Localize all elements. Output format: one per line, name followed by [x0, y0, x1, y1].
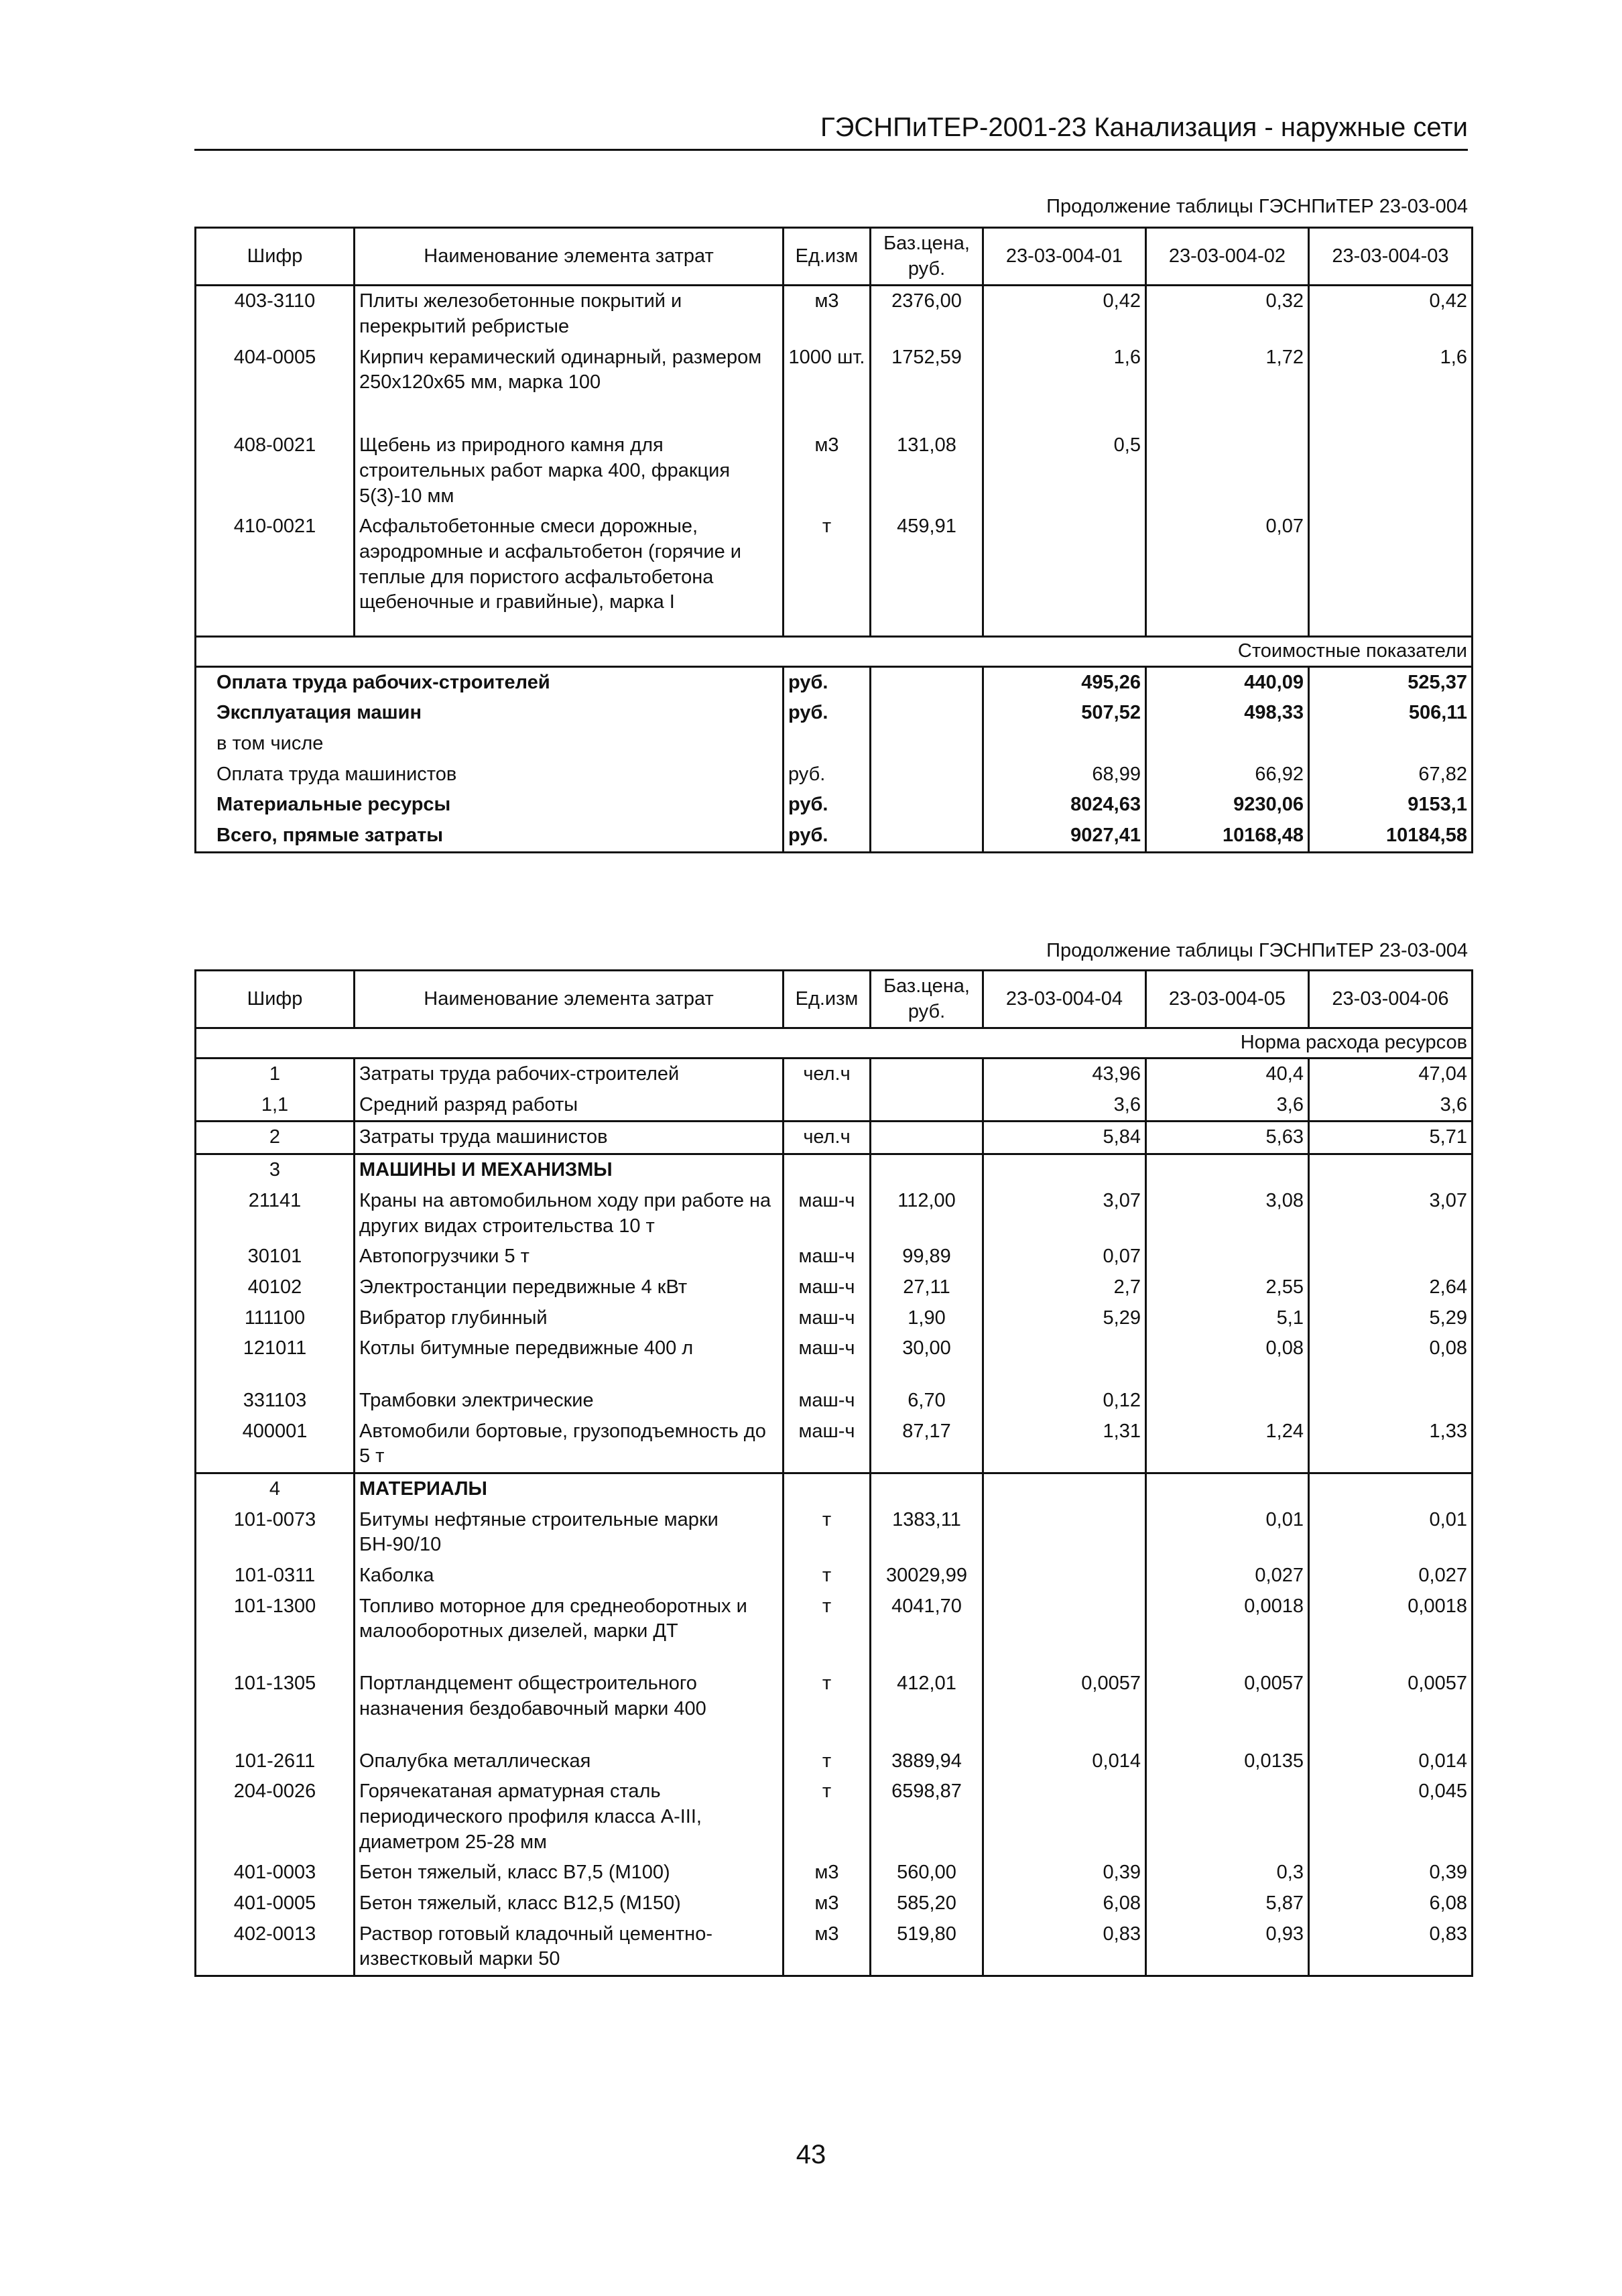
name-cell: Вибратор глубинный	[355, 1303, 784, 1334]
unit-cell: маш-ч	[784, 1186, 871, 1242]
value-cell: 9230,06	[1146, 790, 1309, 821]
empty-cell	[355, 618, 784, 637]
unit-cell: т	[784, 1647, 871, 1724]
value-cell: 507,52	[983, 698, 1146, 729]
header-title: ГЭСНПиТЕР-2001-23 Канализация - наружные сети	[820, 113, 1468, 142]
value-cell	[983, 1333, 1146, 1364]
column-header: 23-03-004-05	[1146, 971, 1309, 1028]
value-cell: 43,96	[983, 1059, 1146, 1090]
value-cell: 3,6	[1146, 1090, 1309, 1122]
value-cell: 0,39	[1309, 1858, 1473, 1888]
value-cell: 0,5	[983, 398, 1146, 511]
section-band: Норма расхода ресурсов	[196, 1028, 1473, 1059]
unit-cell: м3	[784, 1919, 871, 1976]
value-cell: 0,42	[1309, 286, 1473, 343]
column-header: 23-03-004-02	[1146, 228, 1309, 286]
code-cell: 21141	[196, 1186, 355, 1242]
unit-cell: м3	[784, 286, 871, 343]
value-cell: 40,4	[1146, 1059, 1309, 1090]
cost-label: Материальные ресурсы	[196, 790, 784, 821]
unit-cell: 1000 шт.	[784, 343, 871, 398]
value-cell	[1309, 1242, 1473, 1272]
name-cell: Щебень из природного камня для строительных работ марка 400, фракция 5(3)-10 мм	[355, 398, 784, 511]
name-cell: Раствор готовый кладочный цементно-известковый марки 50	[355, 1919, 784, 1976]
cost-row	[196, 821, 1473, 852]
value-cell	[983, 1473, 1146, 1505]
unit-cell: м3	[784, 1888, 871, 1919]
value-cell: 6,08	[983, 1888, 1146, 1919]
value-cell: 0,32	[1146, 286, 1309, 343]
table2-body	[196, 971, 1473, 1976]
column-header: Баз.цена, руб.	[871, 228, 983, 286]
page-number: 43	[796, 2140, 826, 2169]
value-cell: 0,0135	[1146, 1725, 1309, 1777]
value-cell: 5,87	[1146, 1888, 1309, 1919]
value-cell: 440,09	[1146, 666, 1309, 698]
value-cell	[1309, 1473, 1473, 1505]
name-cell: Автомобили бортовые, грузоподъемность до 5 т	[355, 1416, 784, 1473]
value-cell: 6,08	[1309, 1888, 1473, 1919]
table-row	[196, 1364, 1473, 1416]
header-row	[196, 971, 1473, 1028]
unit-cell: чел.ч	[784, 1122, 871, 1154]
code-cell: 331103	[196, 1364, 355, 1416]
value-cell: 0,014	[1309, 1725, 1473, 1777]
value-cell: 8024,63	[983, 790, 1146, 821]
name-cell: Топливо моторное для среднеоборотных и малооборотных дизелей, марки ДТ	[355, 1591, 784, 1647]
code-cell: 30101	[196, 1242, 355, 1272]
cost-label: Всего, прямые затраты	[196, 821, 784, 852]
price-cell: 1383,11	[871, 1505, 983, 1561]
value-cell: 498,33	[1146, 698, 1309, 729]
code-cell: 40102	[196, 1272, 355, 1303]
value-cell: 10184,58	[1309, 821, 1473, 852]
price-cell: 30029,99	[871, 1561, 983, 1591]
value-cell: 1,6	[1309, 343, 1473, 398]
value-cell: 0,0018	[1309, 1591, 1473, 1647]
name-cell: Средний разряд работы	[355, 1090, 784, 1122]
code-cell: 410-0021	[196, 511, 355, 618]
unit-cell: руб.	[784, 760, 871, 790]
value-cell: 9153,1	[1309, 790, 1473, 821]
empty-cell	[983, 618, 1146, 637]
price-cell: 87,17	[871, 1416, 983, 1473]
code-cell: 403-3110	[196, 286, 355, 343]
name-cell: Горячекатаная арматурная сталь периодического профиля класса A-III, диаметром 25-28 мм	[355, 1776, 784, 1858]
cost-label: в том числе	[196, 729, 784, 760]
price-cell: 585,20	[871, 1888, 983, 1919]
value-cell: 0,08	[1309, 1333, 1473, 1364]
column-header: Ед.изм	[784, 228, 871, 286]
price-cell: 6,70	[871, 1364, 983, 1416]
price-cell: 30,00	[871, 1333, 983, 1364]
value-cell: 0,12	[983, 1364, 1146, 1416]
value-cell: 506,11	[1309, 698, 1473, 729]
column-header: 23-03-004-04	[983, 971, 1146, 1028]
price-cell: 131,08	[871, 398, 983, 511]
price-cell	[871, 1122, 983, 1154]
value-cell: 0,01	[1146, 1505, 1309, 1561]
table-row	[196, 1416, 1473, 1473]
value-cell: 9027,41	[983, 821, 1146, 852]
value-cell	[1309, 1154, 1473, 1186]
column-header: Ед.изм	[784, 971, 871, 1028]
name-cell: Опалубка металлическая	[355, 1725, 784, 1777]
empty-cell	[1146, 618, 1309, 637]
column-header: Наименование элемента затрат	[355, 971, 784, 1028]
unit-cell	[784, 1154, 871, 1186]
name-cell: Битумы нефтяные строительные марки БН-90/10	[355, 1505, 784, 1561]
name-cell: Электростанции передвижные 4 кВт	[355, 1272, 784, 1303]
column-header: Шифр	[196, 971, 355, 1028]
unit-cell: маш-ч	[784, 1333, 871, 1364]
code-cell: 401-0005	[196, 1888, 355, 1919]
unit-cell: т	[784, 1561, 871, 1591]
value-cell	[1146, 729, 1309, 760]
value-cell	[983, 729, 1146, 760]
name-cell: Плиты железобетонные покрытий и перекрытий ребристые	[355, 286, 784, 343]
value-cell: 0,07	[983, 1242, 1146, 1272]
empty-cell	[871, 618, 983, 637]
table-row	[196, 511, 1473, 618]
price-cell: 1752,59	[871, 343, 983, 398]
column-header: 23-03-004-06	[1309, 971, 1473, 1028]
value-cell: 0,0057	[1309, 1647, 1473, 1724]
price-cell	[871, 790, 983, 821]
table-row	[196, 1242, 1473, 1272]
code-cell: 101-0073	[196, 1505, 355, 1561]
name-cell: МАТЕРИАЛЫ	[355, 1473, 784, 1505]
value-cell	[983, 1776, 1146, 1858]
unit-cell: руб.	[784, 790, 871, 821]
empty-cell	[1309, 618, 1473, 637]
value-cell	[1146, 1776, 1309, 1858]
value-cell	[983, 1505, 1146, 1561]
value-cell: 5,29	[1309, 1303, 1473, 1334]
cost-label: Оплата труда рабочих-строителей	[196, 666, 784, 698]
unit-cell: т	[784, 1505, 871, 1561]
table-row	[196, 1776, 1473, 1858]
value-cell: 3,6	[983, 1090, 1146, 1122]
unit-cell: руб.	[784, 821, 871, 852]
price-cell	[871, 666, 983, 698]
column-header: Наименование элемента затрат	[355, 228, 784, 286]
page-header	[194, 113, 1468, 151]
name-cell: Затраты труда машинистов	[355, 1122, 784, 1154]
name-cell: МАШИНЫ И МЕХАНИЗМЫ	[355, 1154, 784, 1186]
unit-cell: т	[784, 1725, 871, 1777]
table-row	[196, 1919, 1473, 1976]
unit-cell: маш-ч	[784, 1303, 871, 1334]
value-cell	[983, 1154, 1146, 1186]
name-cell: Кирпич керамический одинарный, размером 250х120х65 мм, марка 100	[355, 343, 784, 398]
name-cell: Бетон тяжелый, класс В12,5 (М150)	[355, 1888, 784, 1919]
price-cell: 99,89	[871, 1242, 983, 1272]
price-cell	[871, 1090, 983, 1122]
code-cell: 1	[196, 1059, 355, 1090]
cost-label: Эксплуатация машин	[196, 698, 784, 729]
value-cell	[1146, 398, 1309, 511]
value-cell: 1,31	[983, 1416, 1146, 1473]
value-cell: 1,24	[1146, 1416, 1309, 1473]
unit-cell: м3	[784, 1858, 871, 1888]
value-cell: 0,93	[1146, 1919, 1309, 1976]
cost-row	[196, 790, 1473, 821]
code-cell: 121011	[196, 1333, 355, 1364]
unit-cell: т	[784, 1591, 871, 1647]
code-cell: 404-0005	[196, 343, 355, 398]
code-cell: 101-1305	[196, 1647, 355, 1724]
value-cell: 0,3	[1146, 1858, 1309, 1888]
name-cell: Бетон тяжелый, класс В7,5 (М100)	[355, 1858, 784, 1888]
value-cell: 2,64	[1309, 1272, 1473, 1303]
price-cell	[871, 698, 983, 729]
value-cell: 1,72	[1146, 343, 1309, 398]
table1-body	[196, 228, 1473, 853]
table-row	[196, 1888, 1473, 1919]
price-cell	[871, 1473, 983, 1505]
price-cell: 4041,70	[871, 1591, 983, 1647]
price-cell: 1,90	[871, 1303, 983, 1334]
cost-row	[196, 729, 1473, 760]
unit-cell: т	[784, 1776, 871, 1858]
value-cell: 5,63	[1146, 1122, 1309, 1154]
unit-cell	[784, 1473, 871, 1505]
value-cell: 0,027	[1309, 1561, 1473, 1591]
value-cell	[1309, 1364, 1473, 1416]
value-cell: 10168,48	[1146, 821, 1309, 852]
code-cell: 4	[196, 1473, 355, 1505]
unit-cell: маш-ч	[784, 1416, 871, 1473]
table-row	[196, 1154, 1473, 1186]
value-cell: 2,55	[1146, 1272, 1309, 1303]
value-cell: 68,99	[983, 760, 1146, 790]
value-cell: 0,83	[983, 1919, 1146, 1976]
empty-cell	[784, 618, 871, 637]
value-cell: 0,01	[1309, 1505, 1473, 1561]
empty-cell	[196, 618, 355, 637]
name-cell: Трамбовки электрические	[355, 1364, 784, 1416]
code-cell: 3	[196, 1154, 355, 1186]
value-cell: 5,71	[1309, 1122, 1473, 1154]
code-cell: 1,1	[196, 1090, 355, 1122]
value-cell: 1,33	[1309, 1416, 1473, 1473]
section-band-row	[196, 636, 1473, 666]
code-cell: 400001	[196, 1416, 355, 1473]
table-row	[196, 1122, 1473, 1154]
value-cell: 0,83	[1309, 1919, 1473, 1976]
cost-label: Оплата труда машинистов	[196, 760, 784, 790]
value-cell	[1146, 1154, 1309, 1186]
unit-cell: маш-ч	[784, 1242, 871, 1272]
unit-cell: маш-ч	[784, 1272, 871, 1303]
table-row	[196, 1725, 1473, 1777]
code-cell: 101-0311	[196, 1561, 355, 1591]
price-cell: 2376,00	[871, 286, 983, 343]
value-cell	[1146, 1364, 1309, 1416]
column-header: 23-03-004-01	[983, 228, 1146, 286]
price-cell: 27,11	[871, 1272, 983, 1303]
price-cell	[871, 760, 983, 790]
unit-cell	[784, 729, 871, 760]
name-cell: Краны на автомобильном ходу при работе на других видах строительства 10 т	[355, 1186, 784, 1242]
price-cell: 112,00	[871, 1186, 983, 1242]
unit-cell	[784, 1090, 871, 1122]
resource-table-2	[194, 969, 1473, 1977]
value-cell: 0,42	[983, 286, 1146, 343]
value-cell	[1146, 1473, 1309, 1505]
price-cell: 560,00	[871, 1858, 983, 1888]
table-row	[196, 1858, 1473, 1888]
value-cell: 67,82	[1309, 760, 1473, 790]
value-cell: 0,0057	[983, 1647, 1146, 1724]
value-cell	[1146, 1242, 1309, 1272]
value-cell	[1309, 398, 1473, 511]
table-row	[196, 1561, 1473, 1591]
value-cell: 525,37	[1309, 666, 1473, 698]
price-cell: 519,80	[871, 1919, 983, 1976]
value-cell: 0,08	[1146, 1333, 1309, 1364]
price-cell: 3889,94	[871, 1725, 983, 1777]
table-row	[196, 1090, 1473, 1122]
value-cell	[983, 511, 1146, 618]
value-cell: 495,26	[983, 666, 1146, 698]
cost-row	[196, 666, 1473, 698]
name-cell: Каболка	[355, 1561, 784, 1591]
value-cell: 3,08	[1146, 1186, 1309, 1242]
value-cell: 5,29	[983, 1303, 1146, 1334]
unit-cell: руб.	[784, 698, 871, 729]
value-cell: 2,7	[983, 1272, 1146, 1303]
cost-row	[196, 760, 1473, 790]
value-cell: 0,0057	[1146, 1647, 1309, 1724]
section-band: Стоимостные показатели	[196, 636, 1473, 666]
value-cell: 3,6	[1309, 1090, 1473, 1122]
table-row	[196, 1647, 1473, 1724]
value-cell: 3,07	[1309, 1186, 1473, 1242]
price-cell	[871, 1059, 983, 1090]
table-row	[196, 1059, 1473, 1090]
name-cell: Портландцемент общестроительного назначения бездобавочный марки 400	[355, 1647, 784, 1724]
table2-caption: Продолжение таблицы ГЭСНПиТЕР 23-03-004	[1046, 940, 1468, 961]
unit-cell: чел.ч	[784, 1059, 871, 1090]
value-cell: 1,6	[983, 343, 1146, 398]
table-row	[196, 1272, 1473, 1303]
code-cell: 204-0026	[196, 1776, 355, 1858]
header-row	[196, 228, 1473, 286]
value-cell: 0,045	[1309, 1776, 1473, 1858]
code-cell: 402-0013	[196, 1919, 355, 1976]
code-cell: 401-0003	[196, 1858, 355, 1888]
price-cell: 412,01	[871, 1647, 983, 1724]
unit-cell: руб.	[784, 666, 871, 698]
unit-cell: маш-ч	[784, 1364, 871, 1416]
table-row	[196, 1505, 1473, 1561]
price-cell	[871, 821, 983, 852]
code-cell: 2	[196, 1122, 355, 1154]
code-cell: 408-0021	[196, 398, 355, 511]
table-row	[196, 1591, 1473, 1647]
value-cell	[1309, 729, 1473, 760]
value-cell: 5,1	[1146, 1303, 1309, 1334]
column-header: Баз.цена, руб.	[871, 971, 983, 1028]
resource-table-1	[194, 227, 1473, 853]
table-row	[196, 398, 1473, 511]
value-cell: 0,0018	[1146, 1591, 1309, 1647]
value-cell	[983, 1591, 1146, 1647]
table-row	[196, 1333, 1473, 1364]
code-cell: 101-1300	[196, 1591, 355, 1647]
name-cell: Котлы битумные передвижные 400 л	[355, 1333, 784, 1364]
name-cell: Автопогрузчики 5 т	[355, 1242, 784, 1272]
table-row	[196, 1473, 1473, 1505]
column-header: Шифр	[196, 228, 355, 286]
name-cell: Асфальтобетонные смеси дорожные, аэродромные и асфальтобетон (горячие и теплые для пористого асфальтобетона щебеночные и гравийные), марка I	[355, 511, 784, 618]
price-cell: 459,91	[871, 511, 983, 618]
value-cell: 5,84	[983, 1122, 1146, 1154]
unit-cell: м3	[784, 398, 871, 511]
value-cell: 0,39	[983, 1858, 1146, 1888]
code-cell: 111100	[196, 1303, 355, 1334]
section-band-row	[196, 1028, 1473, 1059]
column-header: 23-03-004-03	[1309, 228, 1473, 286]
cost-row	[196, 698, 1473, 729]
value-cell: 66,92	[1146, 760, 1309, 790]
value-cell: 3,07	[983, 1186, 1146, 1242]
value-cell: 0,014	[983, 1725, 1146, 1777]
price-cell	[871, 1154, 983, 1186]
price-cell	[871, 729, 983, 760]
value-cell	[983, 1561, 1146, 1591]
table1-caption: Продолжение таблицы ГЭСНПиТЕР 23-03-004	[1046, 196, 1468, 217]
value-cell: 47,04	[1309, 1059, 1473, 1090]
value-cell	[1309, 511, 1473, 618]
table-row	[196, 343, 1473, 398]
table-row	[196, 286, 1473, 343]
value-cell: 0,027	[1146, 1561, 1309, 1591]
spacer-row	[196, 618, 1473, 637]
table-row	[196, 1186, 1473, 1242]
value-cell: 0,07	[1146, 511, 1309, 618]
code-cell: 101-2611	[196, 1725, 355, 1777]
price-cell: 6598,87	[871, 1776, 983, 1858]
table-row	[196, 1303, 1473, 1334]
name-cell: Затраты труда рабочих-строителей	[355, 1059, 784, 1090]
unit-cell: т	[784, 511, 871, 618]
